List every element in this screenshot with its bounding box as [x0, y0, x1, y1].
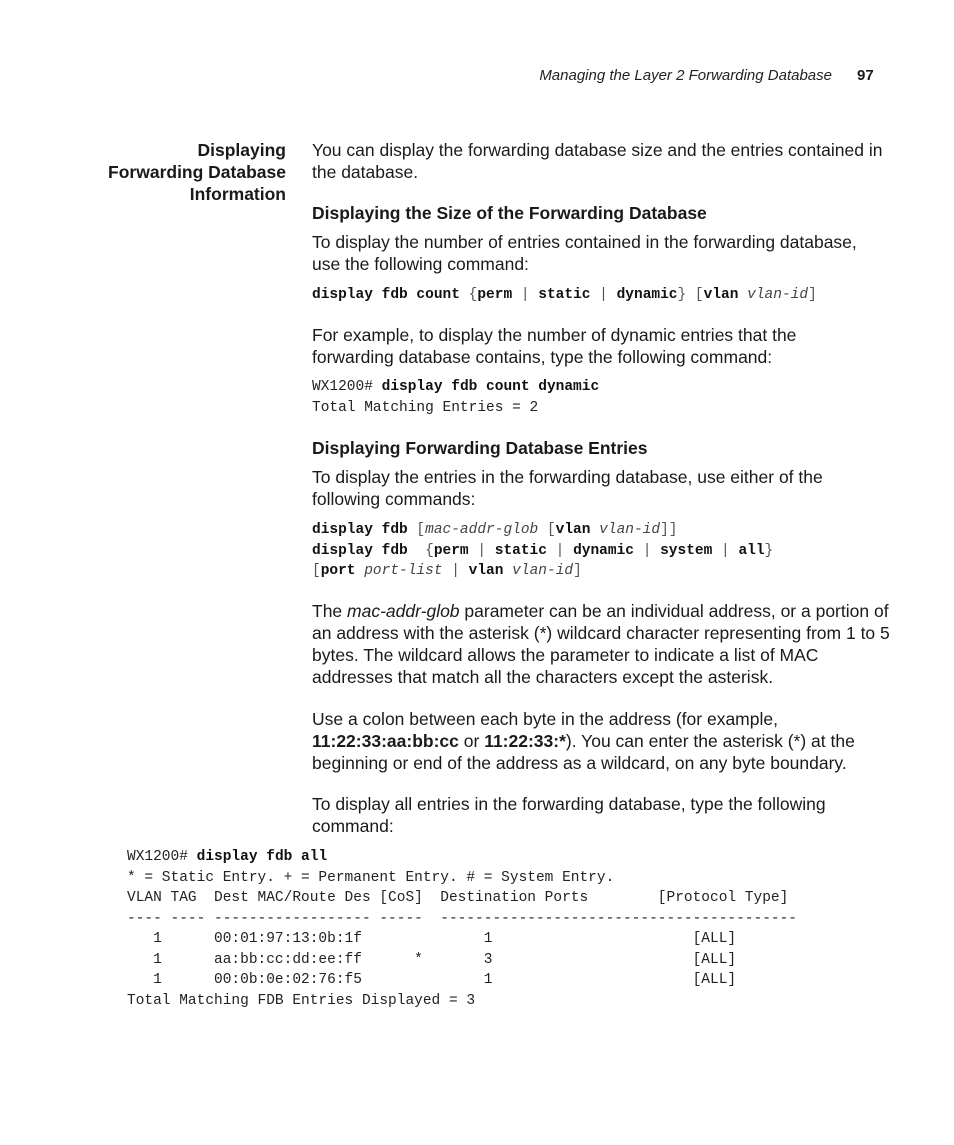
syntax-punct: [: [312, 563, 321, 579]
cli-table-rule: ---- ---- ------------------ ----- -----------------------------------------: [127, 910, 798, 927]
syntax-keyword: vlan: [468, 563, 504, 579]
syntax-variable: mac-addr-glob: [425, 522, 539, 538]
page-number: 97: [857, 67, 874, 84]
cli-output: Total Matching FDB Entries Displayed = 3: [127, 992, 476, 1009]
syntax-punct: ]: [808, 287, 817, 303]
syntax-keyword: system: [660, 542, 713, 559]
colon-paragraph: [312, 708, 887, 774]
size-example-intro: For example, to display the number of dynamic entries that the forwarding database contains, type the following command:: [312, 325, 797, 367]
running-header-title: Managing the Layer 2 Forwarding Database: [539, 67, 832, 84]
syntax-punct: |: [546, 542, 574, 559]
colon-paragraph-text: Use a colon between each byte in the address (for example,: [312, 709, 778, 729]
syntax-punct: }: [677, 287, 687, 303]
syntax-punct: }: [764, 542, 774, 559]
syntax-keyword: dynamic: [616, 287, 678, 303]
syntax-variable: vlan-id: [747, 287, 809, 303]
syntax-variable: vlan-id: [512, 563, 574, 579]
section-heading-line: Displaying: [197, 140, 286, 160]
syntax-keyword: display fdb: [312, 542, 408, 559]
cli-prompt: WX1200#: [312, 379, 382, 395]
section-heading: [26, 139, 286, 205]
syntax-keyword: vlan: [703, 287, 739, 303]
cli-table-header: VLAN TAG Dest MAC/Route Des [CoS] Destination Ports [Protocol Type]: [127, 890, 789, 906]
syntax-punct: |: [512, 287, 539, 303]
syntax-punct: [: [686, 287, 704, 303]
address-example: 11:22:33:*: [484, 731, 566, 751]
syntax-keyword: display fdb count: [312, 287, 460, 303]
syntax-keyword: dynamic: [573, 542, 634, 559]
glob-paragraph: [312, 600, 897, 688]
syntax-variable: port-list: [364, 563, 443, 579]
section-intro: You can display the forwarding database size and the entries contained in the database.: [312, 140, 883, 182]
all-entries-intro: To display all entries in the forwarding database, type the following command:: [312, 794, 826, 836]
glob-paragraph-text: The: [312, 601, 348, 621]
section-heading-line: Forwarding Database: [108, 162, 286, 182]
syntax-punct: |: [468, 542, 495, 559]
syntax-punct: |: [442, 563, 469, 579]
syntax-punct: {: [407, 542, 434, 559]
syntax-punct: ]]: [660, 522, 678, 538]
syntax-punct: [: [538, 522, 556, 538]
colon-paragraph-text: or: [458, 731, 485, 751]
syntax-punct: |: [712, 542, 739, 559]
cli-command: display fdb all: [196, 849, 328, 865]
size-example-code: [312, 377, 599, 418]
section-heading-line: Information: [189, 184, 286, 204]
syntax-punct: {: [459, 287, 478, 303]
entries-intro: To display the entries in the forwarding database, use either of the following commands:: [312, 467, 823, 509]
syntax-keyword: port: [320, 563, 356, 579]
syntax-keyword: perm: [477, 287, 513, 303]
entries-command-syntax: [312, 520, 773, 582]
cli-command: display fdb count dynamic: [381, 379, 600, 395]
cli-legend: * = Static Entry. + = Permanent Entry. # = System Entry.: [127, 869, 615, 886]
fdb-all-example: [127, 847, 797, 1011]
cli-table-row: 1 00:01:97:13:0b:1f 1 [ALL]: [127, 931, 737, 947]
cli-table-row: 1 aa:bb:cc:dd:ee:ff * 3 [ALL]: [127, 951, 737, 968]
cli-output: Total Matching Entries = 2: [312, 399, 539, 416]
size-intro: To display the number of entries contained in the forwarding database, use the following command:: [312, 232, 857, 274]
size-command-syntax: [312, 285, 817, 306]
cli-prompt: WX1200#: [127, 849, 197, 865]
syntax-punct: ]: [573, 563, 582, 579]
syntax-keyword: vlan: [555, 522, 591, 538]
glob-parameter: mac-addr-glob: [347, 601, 460, 621]
size-subheading: Displaying the Size of the Forwarding Database: [312, 203, 707, 223]
syntax-keyword: all: [738, 542, 765, 559]
address-example: 11:22:33:aa:bb:cc: [312, 731, 459, 751]
syntax-keyword: static: [538, 287, 591, 303]
syntax-keyword: static: [494, 542, 547, 559]
entries-subheading: Displaying Forwarding Database Entries: [312, 438, 648, 458]
syntax-keyword: perm: [433, 542, 469, 559]
colon-paragraph-text: ). You can enter the asterisk (*) at the beginning or end of the address as a wildcard, on any byte boundary.: [312, 731, 855, 773]
syntax-keyword: display fdb: [312, 522, 408, 538]
syntax-punct: [: [407, 522, 426, 538]
cli-table-row: 1 00:0b:0e:02:76:f5 1 [ALL]: [127, 972, 737, 988]
syntax-punct: |: [590, 287, 617, 303]
glob-paragraph-text: parameter can be an individual address, or a portion of an address with the asterisk (*) wildcard character representing from 1 to 5 bytes. The wildcard allows the parameter to indicate a list of MAC addresses that match all the characters except the asterisk.: [312, 601, 890, 687]
syntax-variable: vlan-id: [599, 522, 661, 538]
syntax-punct: |: [634, 542, 661, 559]
